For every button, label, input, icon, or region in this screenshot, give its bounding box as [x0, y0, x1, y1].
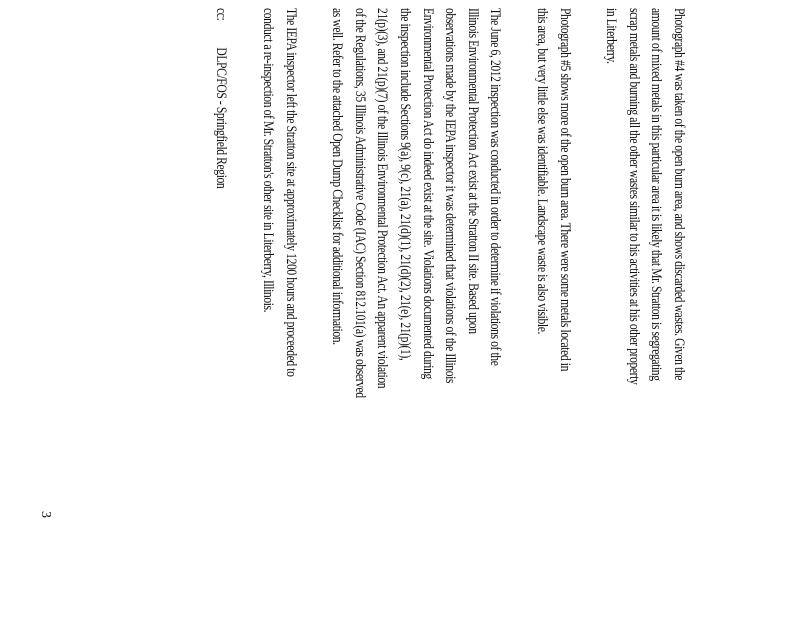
paragraph-inspection-findings: The June 6, 2012 inspection was conducted in order to determine if violations of the Illinois Environmental Protection Act exist at the Stratton II site. Based upon observations made by the IEPA inspector it was determined that violations of the Illinois Environmental Protection Act do indeed exist at the site. Violations documented during the inspection include Sections 9(a), 9(c), 21(a), 21(d)(1), 21(d)(2), 21(e), 21(p)(1), 21(p)(3), and 21(p)(7) of the Illinois Environmental Protection Act. An apparent violation of the Regulations, 35 Illinois Administrative Code (IAC) Section 812.101(a) was observed as well. Refer to the attached Open Dump Checklist for additional information.	[329, 8, 504, 398]
rotated-page-content	[100, 8, 690, 528]
cc-label: cc:	[213, 8, 230, 21]
paragraph-photograph-4: Photograph #4 was taken of the open burn area, and shows discarded wastes. Given the amount of mixed metals in this particular area it is likely that Mr. Stratton is segregating scrap metals and burning all the other wastes similar to his activities at his other property in Literberry.	[603, 8, 687, 385]
cc-recipient: DLPC/FOS - Springfield Region	[213, 47, 230, 189]
paragraph-photograph-5: Photograph #5 shows more of the open burn area. There were some metals located in this area, but very little else was identifiable. Landscape waste is also visible.	[534, 8, 573, 371]
paragraph-inspector-departure: The IEPA inspector left the Stratton site at approximately 1200 hours and proceeded to conduct a re-inspection of Mr. Stratton's other site in Literberry, Illinois.	[260, 8, 299, 377]
cc-line	[210, 8, 233, 434]
page-number: 3	[38, 511, 53, 518]
